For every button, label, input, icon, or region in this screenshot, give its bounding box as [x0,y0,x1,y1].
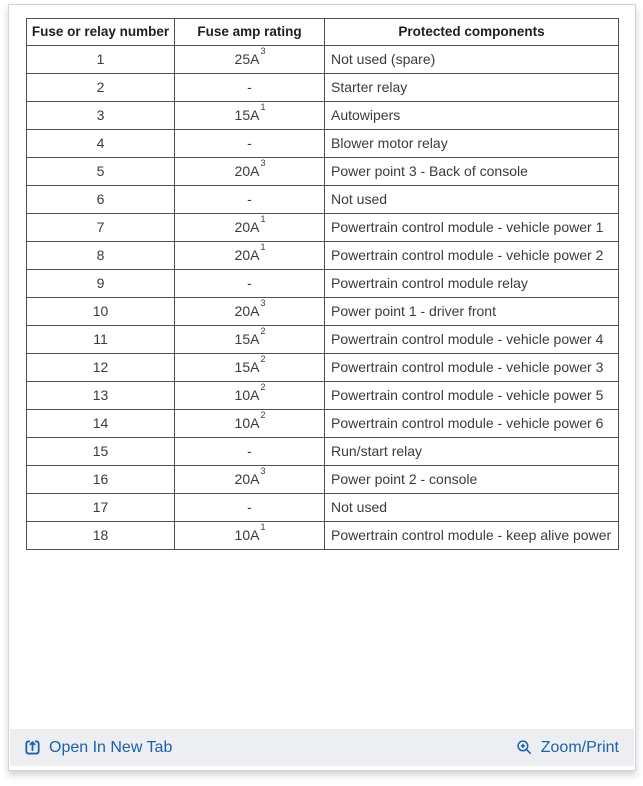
fuse-number-cell: 5 [27,158,175,186]
table-row [27,46,619,74]
amp-value: 15A [234,331,260,347]
amp-value: 10A [234,415,260,431]
amp-footnote-sup: 2 [260,326,266,337]
amp-value: 15A [234,107,260,123]
amp-footnote-sup: 2 [260,410,266,421]
fuse-number-cell: 9 [27,270,175,298]
amp-footnote-sup: 2 [260,354,266,365]
amp-value: - [247,499,252,515]
component-cell: Powertrain control module - vehicle power 2 [325,242,619,270]
amp-value: - [247,275,252,291]
amp-rating-cell [175,298,325,326]
fuse-number-cell: 3 [27,102,175,130]
component-cell: Run/start relay [325,438,619,466]
amp-value: - [247,191,252,207]
amp-footnote-sup: 2 [260,382,266,393]
fuse-number-cell: 8 [27,242,175,270]
component-cell: Powertrain control module - vehicle power 5 [325,382,619,410]
component-cell: Power point 1 - driver front [325,298,619,326]
fuse-number-cell: 18 [27,522,175,550]
fuse-number-cell: 12 [27,354,175,382]
footer-toolbar [10,729,634,766]
component-cell: Powertrain control module relay [325,270,619,298]
amp-rating-cell [175,158,325,186]
amp-value: 20A [234,471,260,487]
magnifier-plus-icon [516,739,533,756]
component-cell: Not used [325,494,619,522]
amp-value: - [247,79,252,95]
amp-value: - [247,443,252,459]
component-cell: Power point 2 - console [325,466,619,494]
fuse-number-cell: 14 [27,410,175,438]
zoom-print-label: Zoom/Print [540,738,619,756]
col-header-amp-rating: Fuse amp rating [175,19,325,46]
amp-rating-cell [175,382,325,410]
fuse-number-cell: 11 [27,326,175,354]
amp-rating-cell [175,74,325,102]
component-cell: Powertrain control module - keep alive power [325,522,619,550]
amp-value: 20A [234,219,260,235]
amp-value: 10A [234,387,260,403]
amp-rating-cell [175,494,325,522]
col-header-fuse-number: Fuse or relay number [27,19,175,46]
fuse-number-cell: 1 [27,46,175,74]
fuse-number-cell: 7 [27,214,175,242]
table-row [27,494,619,522]
amp-value: 20A [234,247,260,263]
component-cell: Powertrain control module - vehicle power 3 [325,354,619,382]
amp-rating-cell [175,354,325,382]
table-row [27,438,619,466]
amp-footnote-sup: 1 [260,522,266,533]
table-row [27,270,619,298]
fuse-table-container [9,5,635,729]
amp-value: 15A [234,359,260,375]
table-row [27,242,619,270]
table-row [27,410,619,438]
amp-rating-cell [175,130,325,158]
amp-footnote-sup: 1 [260,242,266,253]
component-cell: Autowipers [325,102,619,130]
amp-rating-cell [175,270,325,298]
table-row [27,354,619,382]
fuse-number-cell: 16 [27,466,175,494]
amp-rating-cell [175,214,325,242]
amp-footnote-sup: 1 [260,102,266,113]
amp-rating-cell [175,186,325,214]
fuse-number-cell: 6 [27,186,175,214]
fuse-table [26,18,619,550]
fuse-chart-panel [8,4,636,771]
amp-value: 20A [234,163,260,179]
table-row [27,186,619,214]
amp-footnote-sup: 3 [260,158,266,169]
table-row [27,522,619,550]
table-row [27,158,619,186]
table-row [27,74,619,102]
component-cell: Starter relay [325,74,619,102]
table-row [27,130,619,158]
amp-value: 25A [234,51,260,67]
amp-rating-cell [175,242,325,270]
open-in-new-tab-link[interactable] [24,739,172,757]
amp-rating-cell [175,326,325,354]
amp-rating-cell [175,46,325,74]
component-cell: Powertrain control module - vehicle power 1 [325,214,619,242]
fuse-number-cell: 15 [27,438,175,466]
col-header-protected-components: Protected components [325,19,619,46]
table-header-row [27,19,619,46]
component-cell: Powertrain control module - vehicle power 6 [325,410,619,438]
component-cell: Not used (spare) [325,46,619,74]
table-row [27,466,619,494]
zoom-print-link[interactable] [516,739,619,757]
amp-value: 10A [234,527,260,543]
component-cell: Blower motor relay [325,130,619,158]
component-cell: Not used [325,186,619,214]
amp-rating-cell [175,438,325,466]
open-in-new-tab-icon [24,739,41,756]
amp-footnote-sup: 3 [260,466,266,477]
fuse-number-cell: 17 [27,494,175,522]
fuse-number-cell: 13 [27,382,175,410]
amp-footnote-sup: 3 [260,46,266,57]
amp-rating-cell [175,466,325,494]
fuse-table-body [27,46,619,550]
table-row [27,382,619,410]
table-row [27,298,619,326]
component-cell: Powertrain control module - vehicle power 4 [325,326,619,354]
fuse-number-cell: 10 [27,298,175,326]
table-row [27,326,619,354]
fuse-number-cell: 4 [27,130,175,158]
fuse-number-cell: 2 [27,74,175,102]
amp-rating-cell [175,410,325,438]
amp-rating-cell [175,522,325,550]
open-in-new-tab-label: Open In New Tab [49,738,173,756]
amp-rating-cell [175,102,325,130]
amp-footnote-sup: 3 [260,298,266,309]
table-row [27,102,619,130]
amp-value: 20A [234,303,260,319]
table-row [27,214,619,242]
component-cell: Power point 3 - Back of console [325,158,619,186]
amp-value: - [247,135,252,151]
amp-footnote-sup: 1 [260,214,266,225]
